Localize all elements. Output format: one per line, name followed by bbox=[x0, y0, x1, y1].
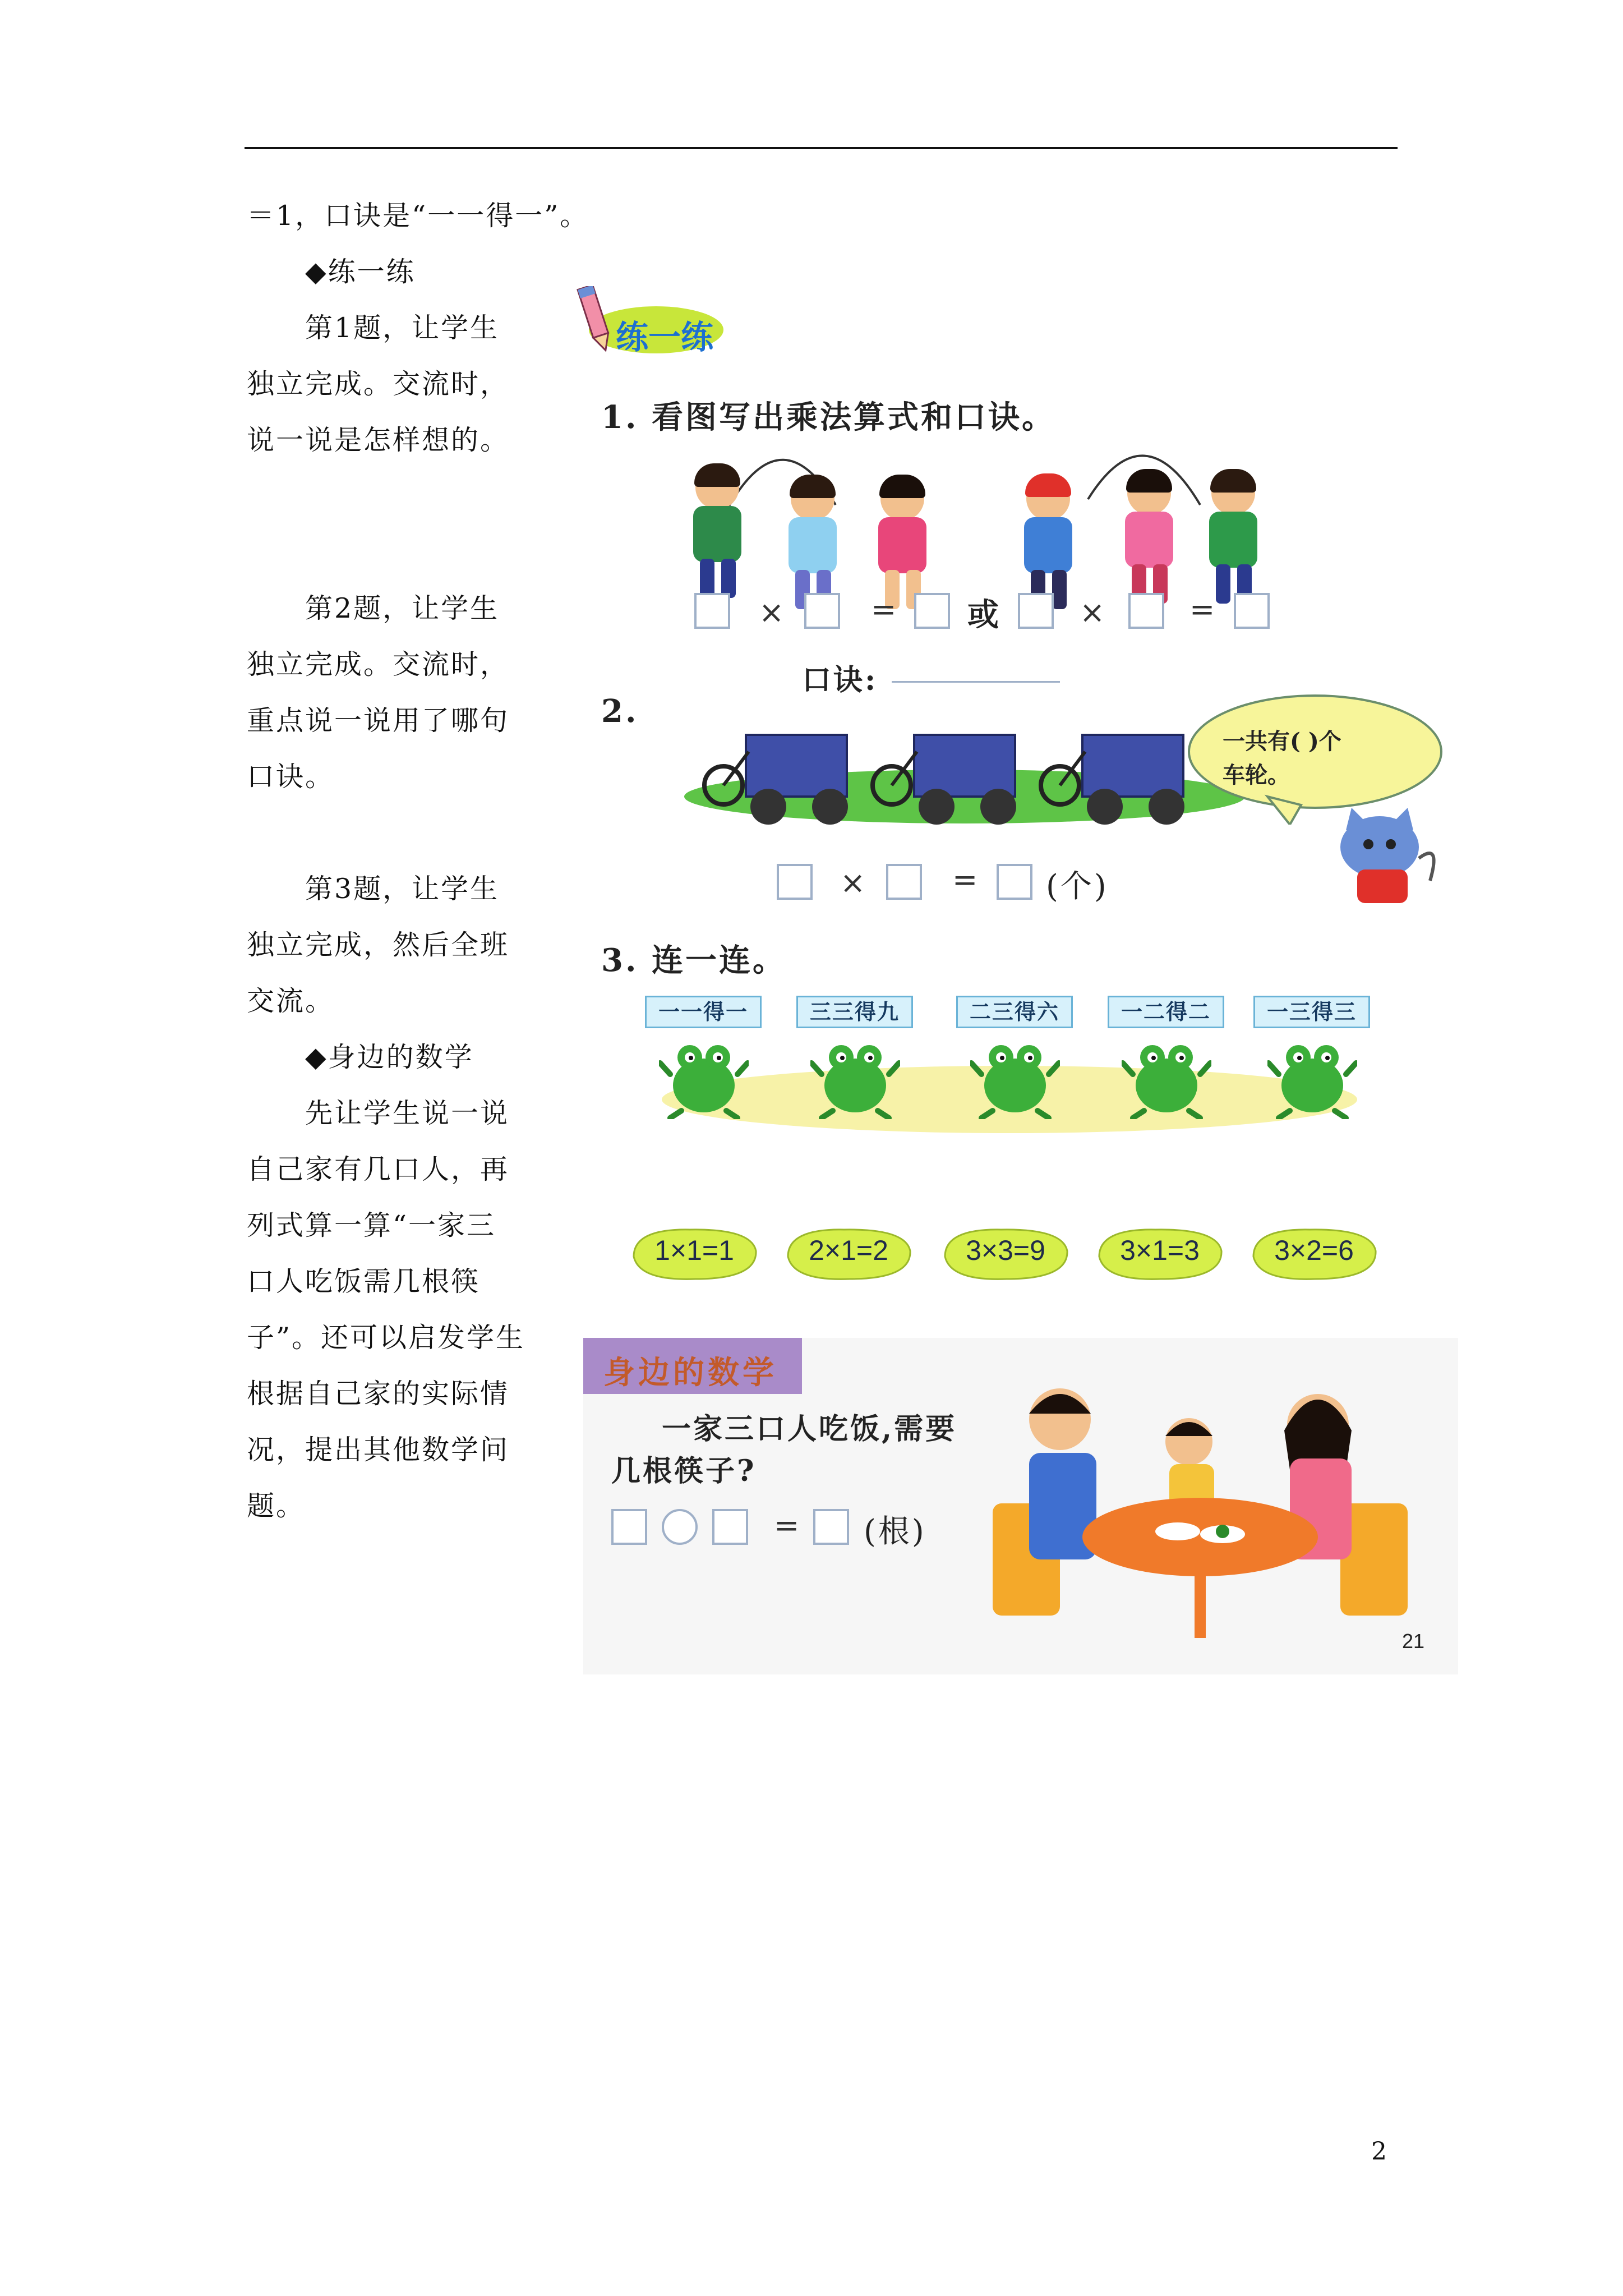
leaf-equation-text: 3×1=3 bbox=[1120, 1235, 1200, 1266]
equals-sign: = bbox=[952, 862, 978, 898]
q3-title: 3. 连一连。 bbox=[601, 942, 786, 979]
practice-badge-label: 练一练 bbox=[616, 318, 714, 356]
tricycle-illustration bbox=[869, 718, 1026, 830]
answer-box[interactable] bbox=[886, 864, 922, 900]
note-line: 重点说一说用了哪句 bbox=[247, 705, 510, 737]
note-line: 列式算一算“一家三 bbox=[247, 1209, 496, 1241]
answer-box[interactable] bbox=[813, 1509, 849, 1545]
note-line: 题。 bbox=[247, 1490, 306, 1522]
practice-badge bbox=[572, 286, 729, 356]
math-around-badge-label: 身边的数学 bbox=[603, 1354, 777, 1391]
book-page-number: 21 bbox=[1402, 1630, 1425, 1653]
note-line: 子”。还可以启发学生 bbox=[247, 1322, 525, 1354]
note-line: 独立完成。交流时， bbox=[247, 368, 510, 400]
equals-sign: = bbox=[871, 592, 897, 627]
rhyme-card[interactable]: 一一得一 bbox=[645, 996, 762, 1028]
tricycle-illustration bbox=[701, 718, 858, 830]
family-dinner-illustration bbox=[976, 1374, 1458, 1655]
operator-circle[interactable] bbox=[662, 1509, 698, 1545]
rhyme-card[interactable]: 二三得六 bbox=[956, 996, 1073, 1028]
frog-icon bbox=[1122, 1035, 1211, 1119]
tricycle-illustration bbox=[1038, 718, 1195, 830]
koujue-answer-line[interactable] bbox=[892, 681, 1060, 683]
frog-icon bbox=[1267, 1035, 1357, 1119]
koujue-label: 口诀: bbox=[802, 663, 878, 697]
note-line: 第2题，让学生 bbox=[305, 592, 500, 624]
answer-box[interactable] bbox=[1018, 593, 1054, 629]
rhyme-card[interactable]: 一三得三 bbox=[1253, 996, 1370, 1028]
answer-box[interactable] bbox=[804, 593, 840, 629]
rhyme-card[interactable]: 三三得九 bbox=[796, 996, 913, 1028]
answer-box[interactable] bbox=[694, 593, 730, 629]
note-line: 先让学生说一说 bbox=[305, 1097, 510, 1129]
leaf-equation[interactable] bbox=[628, 1223, 760, 1285]
page-number: 2 bbox=[1371, 2137, 1387, 2166]
times-sign: × bbox=[1080, 595, 1105, 630]
note-line: 说一说是怎样想的。 bbox=[247, 424, 510, 456]
textbook-page bbox=[572, 275, 1469, 1672]
note-line: ＝1，口诀是“一一得一”。 bbox=[247, 200, 589, 232]
rhyme-card[interactable]: 一二得二 bbox=[1108, 996, 1224, 1028]
leaf-equation[interactable] bbox=[1248, 1223, 1380, 1285]
bubble-line1: 一共有( )个 bbox=[1223, 728, 1341, 754]
equals-sign: = bbox=[774, 1508, 800, 1543]
math-around-question-1: 一家三口人吃饭,需要 bbox=[662, 1412, 957, 1446]
q2-number: 2. bbox=[601, 693, 639, 730]
math-around-unit: (根) bbox=[864, 1513, 926, 1550]
note-line: 根据自己家的实际情 bbox=[247, 1378, 510, 1410]
answer-box[interactable] bbox=[777, 864, 813, 900]
times-sign: × bbox=[759, 595, 785, 630]
note-line: 口诀。 bbox=[247, 761, 335, 793]
q1-title: 1. 看图写出乘法算式和口诀。 bbox=[601, 399, 1055, 436]
leaf-equation-text: 1×1=1 bbox=[654, 1235, 734, 1266]
answer-box[interactable] bbox=[997, 864, 1032, 900]
note-heading: ◆身边的数学 bbox=[305, 1041, 474, 1073]
leaf-equation-text: 3×2=6 bbox=[1274, 1235, 1354, 1266]
note-line: 自己家有几口人，再 bbox=[247, 1153, 510, 1185]
note-line: 独立完成。交流时， bbox=[247, 648, 510, 680]
frog-icon bbox=[970, 1035, 1060, 1119]
jump-rope-illustration-2 bbox=[1009, 432, 1279, 589]
answer-box[interactable] bbox=[712, 1509, 748, 1545]
or-label: 或 bbox=[967, 596, 1001, 633]
speech-bubble bbox=[1183, 690, 1447, 819]
cat-mascot-icon bbox=[1318, 808, 1447, 909]
note-heading: ◆练一练 bbox=[305, 256, 416, 288]
note-line: 第3题，让学生 bbox=[305, 873, 500, 905]
leaf-equation[interactable] bbox=[1094, 1223, 1226, 1285]
frog-icon bbox=[659, 1035, 749, 1119]
jump-rope-illustration-1 bbox=[690, 443, 959, 589]
times-sign: × bbox=[840, 865, 866, 900]
math-around-question-2: 几根筷子? bbox=[611, 1454, 757, 1488]
answer-box[interactable] bbox=[611, 1509, 647, 1545]
leaf-equation-text: 2×1=2 bbox=[809, 1235, 888, 1266]
equals-sign: = bbox=[1189, 592, 1215, 627]
answer-box[interactable] bbox=[914, 593, 950, 629]
header-rule bbox=[245, 147, 1398, 149]
note-line: 第1题，让学生 bbox=[305, 312, 500, 344]
leaf-equation[interactable] bbox=[782, 1223, 915, 1285]
bubble-line2: 车轮。 bbox=[1223, 762, 1290, 788]
note-line: 独立完成，然后全班 bbox=[247, 929, 510, 961]
answer-box[interactable] bbox=[1234, 593, 1270, 629]
frog-icon bbox=[810, 1035, 900, 1119]
note-line: 交流。 bbox=[247, 985, 335, 1017]
note-line: 口人吃饭需几根筷 bbox=[247, 1266, 481, 1297]
leaf-equation-text: 3×3=9 bbox=[966, 1235, 1045, 1266]
q2-unit: (个) bbox=[1046, 868, 1109, 905]
math-around-badge bbox=[583, 1338, 802, 1394]
leaf-equation[interactable] bbox=[939, 1223, 1072, 1285]
answer-box[interactable] bbox=[1128, 593, 1164, 629]
note-line: 况，提出其他数学问 bbox=[247, 1434, 510, 1466]
